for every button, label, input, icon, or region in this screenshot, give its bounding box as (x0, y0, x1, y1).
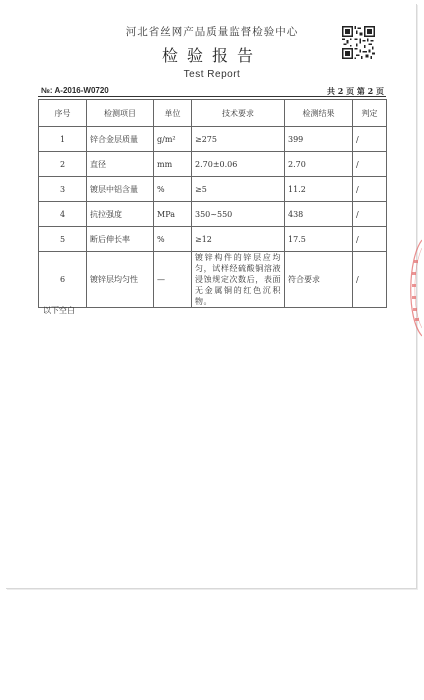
cell-requirement (192, 252, 285, 308)
report-subtitle: Test Report (183, 69, 241, 80)
cell-requirement: ≥5 (192, 177, 285, 202)
cell-requirement: 350~550 (192, 202, 285, 227)
cell-no: 2 (39, 152, 87, 177)
cell-unit: g/m² (154, 127, 192, 152)
cell-result: 438 (285, 202, 353, 227)
cell-no: 6 (39, 252, 87, 308)
cell-item: 锌合金层质量 (87, 127, 154, 152)
cell-verdict: / (353, 252, 387, 308)
qr-code-icon (342, 26, 375, 59)
cell-unit: % (154, 227, 192, 252)
cell-requirement: ≥275 (192, 127, 285, 152)
column-header: 检测项目 (87, 100, 154, 127)
table-row (39, 202, 387, 227)
cell-no: 4 (39, 202, 87, 227)
table-row (39, 152, 387, 177)
cell-item: 镀锌层均匀性 (87, 252, 154, 308)
cell-item: 镀层中铝含量 (87, 177, 154, 202)
cell-unit: mm (154, 152, 192, 177)
column-header: 序号 (39, 100, 87, 127)
cell-verdict: / (353, 127, 387, 152)
table-row (39, 227, 387, 252)
cell-unit: — (154, 252, 192, 308)
cell-item: 抗拉强度 (87, 202, 154, 227)
cell-verdict: / (353, 152, 387, 177)
cell-result: 11.2 (285, 177, 353, 202)
cell-verdict: / (353, 202, 387, 227)
header-rule (38, 96, 386, 97)
cell-result: 2.70 (285, 152, 353, 177)
cell-unit: % (154, 177, 192, 202)
table-header-row (39, 100, 387, 127)
cell-unit: MPa (154, 202, 192, 227)
cell-result: 399 (285, 127, 353, 152)
results-table (38, 99, 387, 308)
cell-verdict: / (353, 177, 387, 202)
cell-item: 断后伸长率 (87, 227, 154, 252)
column-header: 技术要求 (192, 100, 285, 127)
report-number: №: A-2016-W0720 (41, 86, 109, 95)
page-indicator: 共 2 页 第 2 页 (326, 86, 384, 96)
table-row (39, 252, 387, 308)
column-header: 单位 (154, 100, 192, 127)
requirement-text: 镀锌构件的锌层应均匀，试样经硫酸铜溶液浸蚀规定次数后，表面无金属铜的红色沉积物。 (195, 253, 281, 306)
seal-stamp-icon (402, 238, 422, 338)
cell-no: 3 (39, 177, 87, 202)
cell-result: 17.5 (285, 227, 353, 252)
cell-no: 1 (39, 127, 87, 152)
cell-verdict: / (353, 227, 387, 252)
report-title: 检验报告 (161, 46, 262, 65)
column-header: 检测结果 (285, 100, 353, 127)
column-header: 判定 (353, 100, 387, 127)
cell-requirement: 2.70±0.06 (192, 152, 285, 177)
table-row (39, 177, 387, 202)
cell-result: 符合要求 (285, 252, 353, 308)
cell-no: 5 (39, 227, 87, 252)
cell-requirement: ≥12 (192, 227, 285, 252)
table-row (39, 127, 387, 152)
end-note: 以下空白 (43, 306, 75, 315)
organization-name: 河北省丝网产品质量监督检验中心 (125, 26, 299, 38)
cell-item: 直径 (87, 152, 154, 177)
